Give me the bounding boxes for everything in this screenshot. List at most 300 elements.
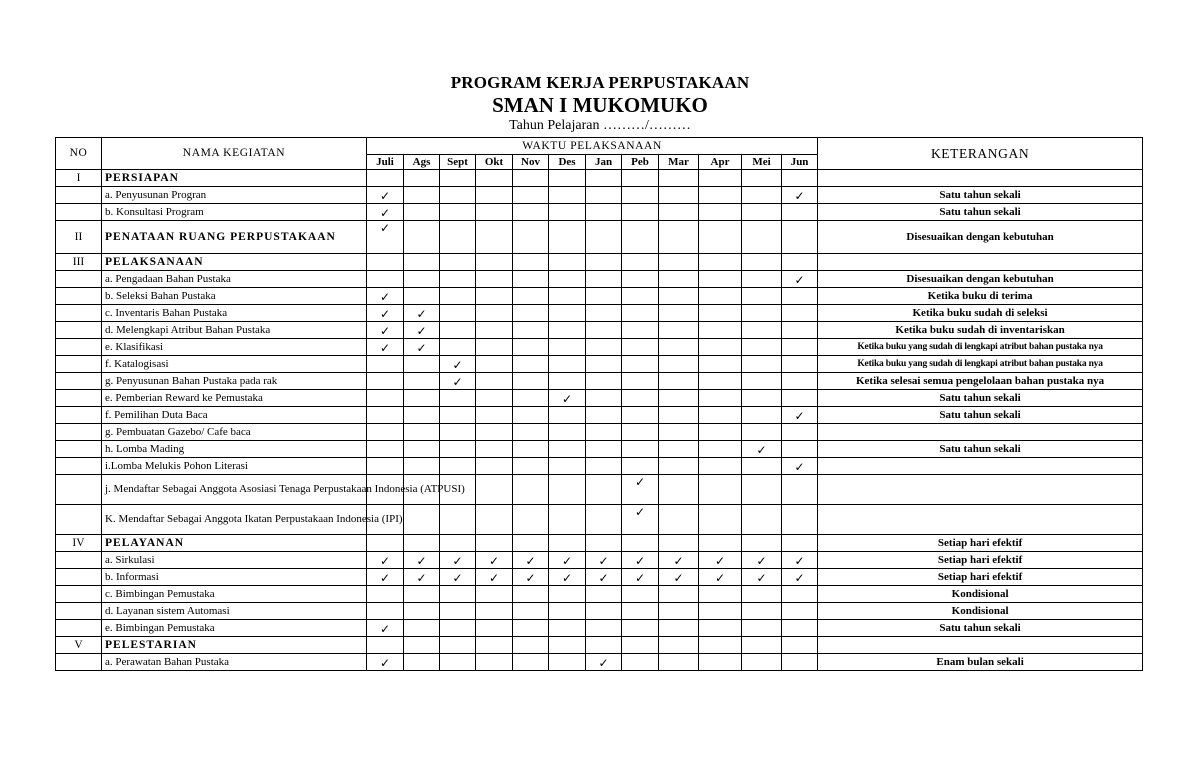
month-cell-jan [586,603,622,620]
month-cell-nov [513,586,549,603]
month-cell-mei [742,569,782,586]
month-cell-jun [782,535,818,552]
activity-name: a. Perawatan Bahan Pustaka [102,654,367,671]
month-cell-jun [782,254,818,271]
month-cell-apr [699,505,742,535]
month-cell-apr [699,603,742,620]
month-cell-peb [622,535,659,552]
keterangan-cell: Satu tahun sekali [818,441,1143,458]
month-cell-mar [659,475,699,505]
month-cell-peb [622,170,659,187]
month-cell-des [549,254,586,271]
month-cell-des [549,170,586,187]
month-cell-okt [476,424,513,441]
month-cell-juli [367,187,404,204]
month-header-okt: Okt [476,155,513,170]
month-cell-peb [622,603,659,620]
month-cell-apr [699,390,742,407]
activity-name: a. Pengadaan Bahan Pustaka [102,271,367,288]
month-cell-apr [699,271,742,288]
month-cell-ags [404,637,440,654]
month-cell-apr [699,339,742,356]
month-cell-peb [622,322,659,339]
month-cell-ags [404,407,440,424]
month-cell-jun [782,424,818,441]
month-cell-mar [659,356,699,373]
check-mark-icon: ✓ [794,570,805,585]
month-cell-nov [513,475,549,505]
month-cell-jan [586,204,622,221]
month-cell-apr [699,204,742,221]
check-mark-icon: ✓ [379,340,391,355]
month-cell-des [549,424,586,441]
month-cell-okt [476,535,513,552]
activity-name: c. Bimbingan Pemustaka [102,586,367,603]
month-cell-peb [622,204,659,221]
month-cell-okt [476,288,513,305]
month-cell-mei [742,271,782,288]
check-mark-icon: ✓ [794,272,805,287]
header-nama-kegiatan: NAMA KEGIATAN [102,138,367,170]
month-cell-mei [742,654,782,671]
month-cell-ags [404,221,440,254]
month-cell-okt [476,475,513,505]
activity-row [56,654,1143,671]
month-cell-jan [586,535,622,552]
activity-name: a. Penyusunan Progran [102,187,367,204]
activity-row [56,305,1143,322]
month-cell-jan [586,254,622,271]
month-cell-ags [404,170,440,187]
month-cell-des [549,620,586,637]
category-row [56,170,1143,187]
month-cell-sept [440,586,476,603]
keterangan-cell: Disesuaikan dengan kebutuhan [818,221,1143,254]
activity-row [56,603,1143,620]
keterangan-cell: Satu tahun sekali [818,620,1143,637]
activity-name: f. Pemilihan Duta Baca [102,407,367,424]
month-cell-apr [699,620,742,637]
month-cell-sept [440,637,476,654]
month-cell-sept [440,254,476,271]
month-cell-nov [513,407,549,424]
row-number [56,603,102,620]
activity-row [56,569,1143,586]
row-number [56,407,102,424]
month-cell-mar [659,535,699,552]
month-cell-des [549,535,586,552]
month-cell-ags [404,603,440,620]
month-cell-juli [367,620,404,637]
check-mark-icon: ✓ [756,570,767,585]
month-cell-nov [513,505,549,535]
check-mark-icon: ✓ [794,459,805,474]
month-cell-juli [367,254,404,271]
row-number [56,505,102,535]
month-cell-jan [586,407,622,424]
month-cell-mar [659,390,699,407]
month-cell-peb [622,356,659,373]
month-cell-peb [622,424,659,441]
month-cell-jun [782,339,818,356]
month-cell-jan [586,322,622,339]
month-cell-jan [586,637,622,654]
month-cell-des [549,305,586,322]
keterangan-cell [818,637,1143,654]
month-cell-mei [742,475,782,505]
month-cell-apr [699,322,742,339]
month-cell-nov [513,637,549,654]
month-cell-nov [513,569,549,586]
activity-name: a. Sirkulasi [102,552,367,569]
program-table [55,137,1143,671]
month-cell-jun [782,603,818,620]
month-cell-sept [440,390,476,407]
check-mark-icon: ✓ [488,553,500,568]
month-cell-juli [367,356,404,373]
check-mark-icon: ✓ [416,570,427,585]
month-cell-okt [476,170,513,187]
row-number [56,356,102,373]
month-cell-mar [659,505,699,535]
check-mark-icon: ✓ [673,553,684,568]
month-cell-jan [586,424,622,441]
month-cell-sept [440,322,476,339]
check-mark-icon: ✓ [416,340,427,355]
month-cell-mei [742,603,782,620]
row-number [56,390,102,407]
row-number [56,187,102,204]
month-cell-jan [586,288,622,305]
activity-row [56,407,1143,424]
month-cell-nov [513,654,549,671]
check-mark-icon: ✓ [416,323,427,338]
month-cell-jun [782,475,818,505]
month-cell-juli [367,458,404,475]
month-cell-okt [476,569,513,586]
month-cell-nov [513,441,549,458]
activity-name: h. Lomba Mading [102,441,367,458]
month-cell-des [549,390,586,407]
row-number [56,305,102,322]
month-cell-mei [742,373,782,390]
month-cell-apr [699,305,742,322]
row-number: V [56,637,102,654]
row-number: III [56,254,102,271]
month-cell-apr [699,552,742,569]
month-cell-peb [622,475,659,505]
month-cell-juli [367,424,404,441]
header-keterangan: KETERANGAN [818,138,1143,170]
row-number: I [56,170,102,187]
month-cell-juli [367,552,404,569]
activity-name: b. Seleksi Bahan Pustaka [102,288,367,305]
activity-row [56,505,1143,535]
keterangan-cell: Ketika selesai semua pengelolaan bahan pustaka nya [818,373,1143,390]
check-mark-icon: ✓ [525,570,536,585]
check-mark-icon: ✓ [379,553,391,568]
month-cell-okt [476,552,513,569]
check-mark-icon: ✓ [756,553,767,568]
check-mark-icon: ✓ [714,553,726,568]
category-name: PELAYANAN [102,535,367,552]
month-cell-sept [440,170,476,187]
month-cell-ags [404,305,440,322]
row-number [56,373,102,390]
activity-name: e. Pemberian Reward ke Pemustaka [102,390,367,407]
month-cell-juli [367,390,404,407]
header-row-1 [56,138,1143,155]
month-cell-jan [586,339,622,356]
row-number [56,204,102,221]
header-no: NO [56,138,102,170]
activity-name: f. Katalogisasi [102,356,367,373]
month-cell-juli [367,373,404,390]
month-cell-mar [659,654,699,671]
month-cell-ags [404,288,440,305]
month-cell-apr [699,441,742,458]
month-cell-ags [404,322,440,339]
check-mark-icon: ✓ [634,475,646,489]
activity-name: d. Melengkapi Atribut Bahan Pustaka [102,322,367,339]
month-cell-ags [404,458,440,475]
month-cell-sept [440,288,476,305]
month-cell-jun [782,569,818,586]
month-cell-ags [404,586,440,603]
month-cell-mar [659,187,699,204]
keterangan-cell: Kondisional [818,603,1143,620]
month-cell-jun [782,288,818,305]
month-cell-juli [367,339,404,356]
activity-row [56,373,1143,390]
month-cell-nov [513,458,549,475]
month-cell-jan [586,475,622,505]
month-cell-ags [404,505,440,535]
month-cell-peb [622,254,659,271]
header-waktu-pelaksanaan: WAKTU PELAKSANAAN [367,138,818,155]
month-cell-des [549,373,586,390]
month-cell-jan [586,620,622,637]
month-cell-peb [622,458,659,475]
month-cell-ags [404,654,440,671]
month-cell-ags [404,552,440,569]
activity-name: j. Mendaftar Sebagai Anggota Asosiasi Tenaga Perpustakaan Indonesia (ATPUSI) [102,475,367,505]
month-cell-des [549,221,586,254]
keterangan-cell [818,475,1143,505]
month-header-jun: Jun [782,155,818,170]
month-cell-peb [622,620,659,637]
month-cell-mar [659,204,699,221]
month-cell-mar [659,586,699,603]
school-name: SMAN I MUKOMUKO [492,93,708,117]
check-mark-icon: ✓ [452,357,463,372]
month-cell-des [549,288,586,305]
month-cell-nov [513,603,549,620]
month-cell-okt [476,373,513,390]
month-cell-nov [513,254,549,271]
month-cell-nov [513,170,549,187]
row-number [56,424,102,441]
keterangan-cell [818,458,1143,475]
month-cell-jun [782,552,818,569]
check-mark-icon: ✓ [634,570,646,585]
month-cell-ags [404,339,440,356]
month-cell-des [549,271,586,288]
month-header-nov: Nov [513,155,549,170]
keterangan-cell: Enam bulan sekali [818,654,1143,671]
month-cell-peb [622,271,659,288]
month-cell-juli [367,603,404,620]
month-header-sept: Sept [440,155,476,170]
activity-row [56,271,1143,288]
month-cell-jan [586,552,622,569]
activity-name: c. Inventaris Bahan Pustaka [102,305,367,322]
month-cell-mar [659,407,699,424]
month-cell-apr [699,569,742,586]
keterangan-cell: Disesuaikan dengan kebutuhan [818,271,1143,288]
month-cell-mar [659,458,699,475]
activity-name: i.Lomba Melukis Pohon Literasi [102,458,367,475]
month-cell-peb [622,390,659,407]
month-cell-mei [742,535,782,552]
month-cell-mar [659,637,699,654]
month-cell-sept [440,373,476,390]
category-row [56,535,1143,552]
month-cell-okt [476,407,513,424]
activity-row [56,390,1143,407]
month-cell-mar [659,221,699,254]
activity-row [56,552,1143,569]
check-mark-icon: ✓ [379,306,391,321]
month-cell-apr [699,654,742,671]
month-cell-nov [513,390,549,407]
month-header-jan: Jan [586,155,622,170]
check-mark-icon: ✓ [634,505,646,519]
month-cell-juli [367,221,404,254]
month-cell-sept [440,620,476,637]
month-cell-okt [476,586,513,603]
month-cell-peb [622,586,659,603]
month-cell-nov [513,535,549,552]
month-cell-sept [440,505,476,535]
month-cell-mar [659,339,699,356]
month-cell-jan [586,441,622,458]
month-cell-jun [782,322,818,339]
month-cell-sept [440,221,476,254]
row-number [56,441,102,458]
check-mark-icon: ✓ [379,289,391,304]
month-cell-mei [742,586,782,603]
month-cell-nov [513,271,549,288]
month-cell-mar [659,620,699,637]
check-mark-icon: ✓ [598,570,609,585]
check-mark-icon: ✓ [452,553,463,568]
activity-row [56,339,1143,356]
month-cell-mar [659,603,699,620]
month-cell-des [549,204,586,221]
month-cell-ags [404,620,440,637]
month-cell-des [549,356,586,373]
month-cell-apr [699,407,742,424]
activity-row [56,356,1143,373]
activity-row [56,187,1143,204]
month-cell-jun [782,204,818,221]
month-cell-des [549,407,586,424]
month-cell-des [549,475,586,505]
month-cell-jun [782,356,818,373]
month-cell-mar [659,569,699,586]
check-mark-icon: ✓ [794,408,805,423]
month-cell-peb [622,505,659,535]
month-cell-des [549,552,586,569]
month-cell-mar [659,288,699,305]
month-cell-mar [659,271,699,288]
month-cell-peb [622,407,659,424]
row-number [56,288,102,305]
month-cell-mar [659,441,699,458]
month-cell-mei [742,390,782,407]
month-cell-mei [742,170,782,187]
month-cell-apr [699,373,742,390]
month-cell-okt [476,637,513,654]
month-cell-jun [782,373,818,390]
month-cell-juli [367,569,404,586]
month-cell-jun [782,221,818,254]
keterangan-cell [818,424,1143,441]
month-cell-juli [367,637,404,654]
month-cell-mei [742,254,782,271]
category-row [56,637,1143,654]
check-mark-icon: ✓ [379,655,391,670]
month-cell-juli [367,586,404,603]
month-cell-des [549,187,586,204]
month-cell-jan [586,373,622,390]
month-cell-jun [782,407,818,424]
month-header-mei: Mei [742,155,782,170]
month-cell-jan [586,390,622,407]
month-cell-jun [782,654,818,671]
activity-row [56,424,1143,441]
activity-row [56,322,1143,339]
month-cell-peb [622,441,659,458]
month-cell-jun [782,620,818,637]
month-cell-jan [586,356,622,373]
keterangan-cell: Kondisional [818,586,1143,603]
row-number [56,322,102,339]
check-mark-icon: ✓ [379,570,391,585]
keterangan-cell: Satu tahun sekali [818,204,1143,221]
check-mark-icon: ✓ [598,655,609,670]
month-cell-mar [659,305,699,322]
activity-name: g. Penyusunan Bahan Pustaka pada rak [102,373,367,390]
month-cell-mar [659,424,699,441]
month-cell-ags [404,254,440,271]
month-cell-nov [513,204,549,221]
month-cell-sept [440,339,476,356]
month-cell-des [549,586,586,603]
keterangan-cell: Setiap hari efektif [818,535,1143,552]
month-cell-sept [440,552,476,569]
category-name: PERSIAPAN [102,170,367,187]
category-row [56,254,1143,271]
month-cell-okt [476,271,513,288]
month-cell-nov [513,356,549,373]
month-cell-nov [513,552,549,569]
month-cell-okt [476,322,513,339]
month-cell-juli [367,204,404,221]
keterangan-cell: Satu tahun sekali [818,187,1143,204]
month-cell-jan [586,187,622,204]
